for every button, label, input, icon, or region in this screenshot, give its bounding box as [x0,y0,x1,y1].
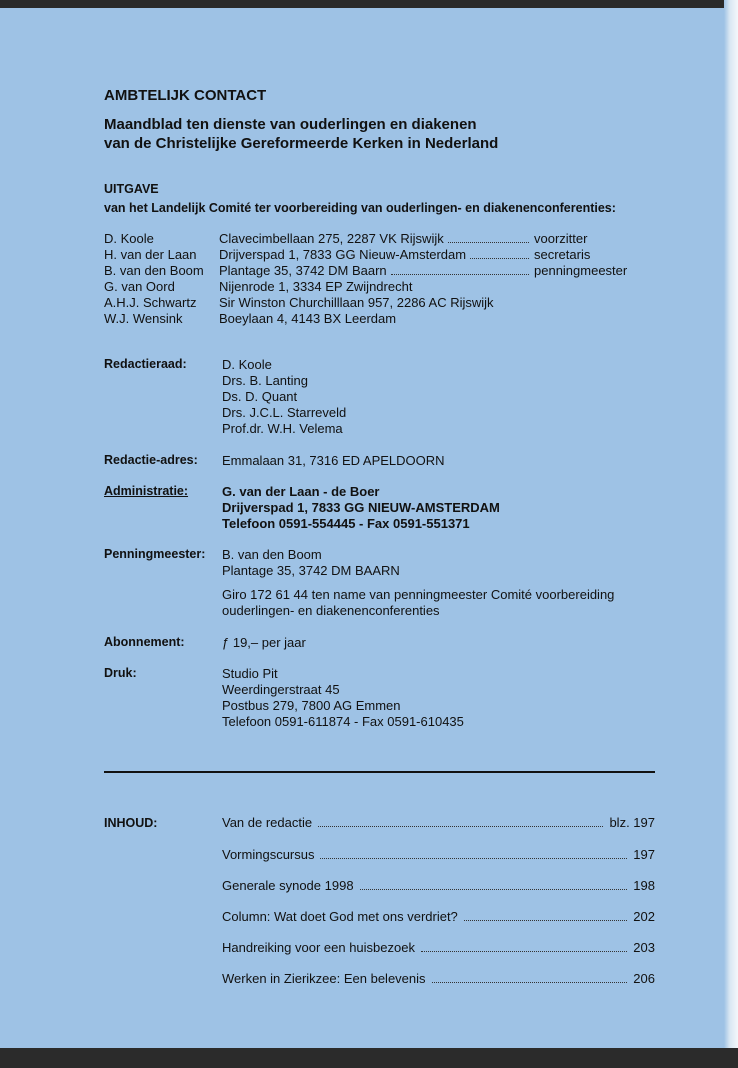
redactieraad-member: Drs. B. Lanting [222,373,308,388]
leader-dots [464,910,628,921]
committee-address-row [219,263,529,278]
administratie-line: Drijverspad 1, 7833 GG NIEUW-AMSTERDAM [222,500,500,515]
toc-item-page: 203 [633,940,655,955]
toc-item[interactable] [222,878,655,896]
toc-item-page: 202 [633,909,655,924]
penningmeester-line: Plantage 35, 3742 DM BAARN [222,563,400,578]
redactieraad-member: Ds. D. Quant [222,389,298,404]
redactieraad-member: Drs. J.C.L. Starreveld [222,405,347,420]
toc-item-page: 206 [633,971,655,986]
toc-item[interactable] [222,909,655,927]
toc-item[interactable] [222,815,655,833]
committee-address: Boeylaan 4, 4143 BX Leerdam [219,311,397,326]
committee-role: secretaris [534,247,591,262]
leader-dots [320,848,627,859]
uitgave-text: van het Landelijk Comité ter voorbereiding van ouderlingen- en diakenenconferenties: [104,201,616,215]
leader-dots [360,879,628,890]
administratie-line: Telefoon 0591-554445 - Fax 0591-551371 [222,516,470,531]
druk-line: Weerdingerstraat 45 [222,682,340,697]
redactieraad-member: Prof.dr. W.H. Velema [222,421,343,436]
toc-item[interactable] [222,847,655,865]
leader-dots [448,232,529,243]
masthead-title: AMBTELIJK CONTACT [104,87,267,104]
druk-line: Telefoon 0591-611874 - Fax 0591-610435 [222,714,464,729]
committee-name: G. van Oord [104,279,175,294]
committee-address: Clavecimbellaan 275, 2287 VK Rijswijk [219,231,444,246]
toc-item[interactable] [222,940,655,958]
toc-item-title: Column: Wat doet God met ons verdriet? [222,909,458,924]
committee-address: Plantage 35, 3742 DM Baarn [219,263,387,278]
toc-item[interactable] [222,971,655,989]
uitgave-label: UITGAVE [104,182,159,196]
committee-name: B. van den Boom [104,263,204,278]
leader-dots [318,816,603,827]
committee-role: penningmeester [534,263,628,278]
leader-dots [432,972,628,983]
masthead-subtitle-1: Maandblad ten dienste van ouderlingen en diakenen [104,116,477,133]
committee-address: Drijverspad 1, 7833 GG Nieuw-Amsterdam [219,247,467,262]
divider-rule [104,771,655,773]
toc-item-title: Handreiking voor een huisbezoek [222,940,415,955]
redactieraad-member: D. Koole [222,357,272,372]
giro-line: ouderlingen- en diakenenconferenties [222,603,440,618]
toc-item-title: Vormingscursus [222,847,315,862]
abonnement-value: ƒ 19,– per jaar [222,635,306,650]
committee-name: W.J. Wensink [104,311,183,326]
scan-edge-right [724,0,738,1068]
penningmeester-label: Penningmeester: [104,547,206,561]
toc-item-page: 198 [633,878,655,893]
committee-name: H. van der Laan [104,247,197,262]
committee-address-row [219,247,529,262]
redactieraad-label: Redactieraad: [104,357,187,371]
toc-item-page: 197 [633,847,655,862]
leader-dots [391,264,529,275]
toc-item-page: blz. 197 [609,815,655,830]
penningmeester-line: B. van den Boom [222,547,322,562]
giro-line: Giro 172 61 44 ten name van penningmeester Comité voorbereiding [222,587,615,602]
abonnement-label: Abonnement: [104,635,185,649]
leader-dots [421,941,627,952]
masthead-subtitle-2: van de Christelijke Gereformeerde Kerken in Nederland [104,135,499,152]
druk-line: Studio Pit [222,666,278,681]
toc-item-title: Van de redactie [222,815,313,830]
toc-item-title: Werken in Zierikzee: Een belevenis [222,971,426,986]
committee-address: Sir Winston Churchilllaan 957, 2286 AC Rijswijk [219,295,494,310]
committee-address-row [219,231,529,246]
scan-edge-bottom [0,1048,738,1068]
administratie-label: Administratie: [104,484,189,498]
committee-name: D. Koole [104,231,154,246]
redactie-adres-label: Redactie-adres: [104,453,198,467]
committee-address: Nijenrode 1, 3334 EP Zwijndrecht [219,279,413,294]
druk-label: Druk: [104,666,137,680]
druk-line: Postbus 279, 7800 AG Emmen [222,698,401,713]
administratie-line: G. van der Laan - de Boer [222,484,380,499]
toc-item-title: Generale synode 1998 [222,878,354,893]
leader-dots [470,248,529,259]
inhoud-label: INHOUD: [104,816,158,830]
committee-name: A.H.J. Schwartz [104,295,197,310]
redactie-adres-value: Emmalaan 31, 7316 ED APELDOORN [222,453,445,468]
scan-edge-top [0,0,738,8]
committee-role: voorzitter [534,231,588,246]
